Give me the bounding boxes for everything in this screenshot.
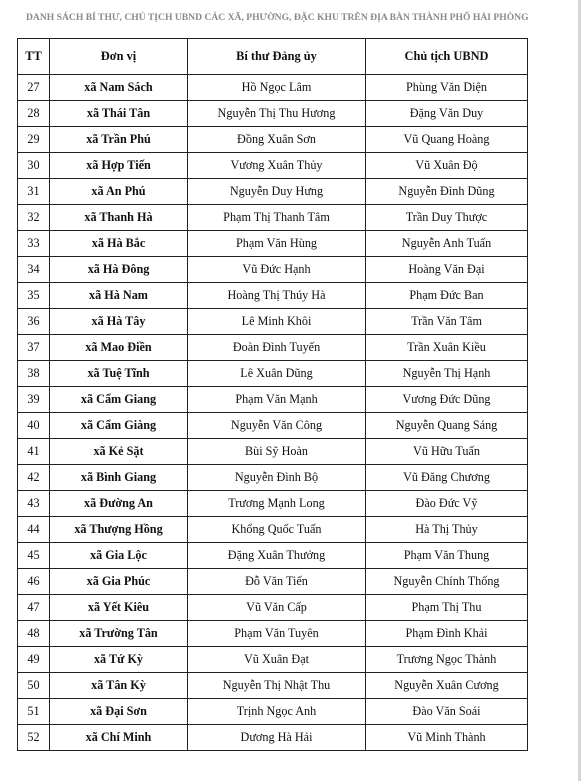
cell-unit: xã Yết Kiêu bbox=[50, 595, 188, 621]
cell-chairman: Đào Đức Vỹ bbox=[366, 491, 528, 517]
cell-tt: 47 bbox=[18, 595, 50, 621]
cell-chairman: Trần Xuân Kiều bbox=[366, 335, 528, 361]
table-row bbox=[18, 647, 528, 673]
cell-chairman: Vương Đức Dũng bbox=[366, 387, 528, 413]
cell-tt: 33 bbox=[18, 231, 50, 257]
cell-chairman: Nguyễn Anh Tuấn bbox=[366, 231, 528, 257]
cell-secretary: Phạm Văn Mạnh bbox=[188, 387, 366, 413]
table-row bbox=[18, 205, 528, 231]
cell-secretary: Nguyễn Thị Thu Hương bbox=[188, 101, 366, 127]
cell-secretary: Đặng Xuân Thưởng bbox=[188, 543, 366, 569]
cell-secretary: Hoàng Thị Thúy Hà bbox=[188, 283, 366, 309]
cell-unit: xã Hà Bắc bbox=[50, 231, 188, 257]
cell-tt: 27 bbox=[18, 75, 50, 101]
table-body bbox=[18, 75, 528, 751]
cell-chairman: Vũ Hữu Tuấn bbox=[366, 439, 528, 465]
cell-tt: 34 bbox=[18, 257, 50, 283]
table-row bbox=[18, 153, 528, 179]
cell-secretary: Bùi Sỹ Hoàn bbox=[188, 439, 366, 465]
cell-secretary: Nguyễn Thị Nhật Thu bbox=[188, 673, 366, 699]
header-secretary: Bí thư Đảng ủy bbox=[188, 39, 366, 75]
cell-tt: 37 bbox=[18, 335, 50, 361]
table-row bbox=[18, 673, 528, 699]
table-row bbox=[18, 309, 528, 335]
cell-chairman: Trần Văn Tâm bbox=[366, 309, 528, 335]
header-tt: TT bbox=[18, 39, 50, 75]
cell-unit: xã Tuệ Tĩnh bbox=[50, 361, 188, 387]
table-row bbox=[18, 101, 528, 127]
cell-chairman: Trương Ngọc Thành bbox=[366, 647, 528, 673]
cell-secretary: Phạm Thị Thanh Tâm bbox=[188, 205, 366, 231]
cell-tt: 38 bbox=[18, 361, 50, 387]
cell-chairman: Nguyễn Xuân Cương bbox=[366, 673, 528, 699]
cell-tt: 29 bbox=[18, 127, 50, 153]
cell-unit: xã Chí Minh bbox=[50, 725, 188, 751]
cell-unit: xã Mao Điền bbox=[50, 335, 188, 361]
table-row bbox=[18, 75, 528, 101]
table-row bbox=[18, 517, 528, 543]
cell-tt: 45 bbox=[18, 543, 50, 569]
cell-secretary: Phạm Văn Hùng bbox=[188, 231, 366, 257]
cell-secretary: Vũ Đức Hạnh bbox=[188, 257, 366, 283]
table-row bbox=[18, 725, 528, 751]
table-row bbox=[18, 335, 528, 361]
cell-secretary: Dương Hà Hải bbox=[188, 725, 366, 751]
cell-chairman: Nguyễn Chính Thống bbox=[366, 569, 528, 595]
table-row bbox=[18, 439, 528, 465]
officials-table bbox=[17, 38, 528, 751]
cell-unit: xã Thái Tân bbox=[50, 101, 188, 127]
cell-unit: xã Cẩm Giang bbox=[50, 387, 188, 413]
cell-tt: 36 bbox=[18, 309, 50, 335]
cell-tt: 31 bbox=[18, 179, 50, 205]
cell-secretary: Vũ Văn Cấp bbox=[188, 595, 366, 621]
cell-unit: xã Thanh Hà bbox=[50, 205, 188, 231]
cell-tt: 30 bbox=[18, 153, 50, 179]
table-row bbox=[18, 569, 528, 595]
cell-tt: 48 bbox=[18, 621, 50, 647]
cell-secretary: Đồng Xuân Sơn bbox=[188, 127, 366, 153]
table-row bbox=[18, 231, 528, 257]
cell-chairman: Nguyễn Thị Hạnh bbox=[366, 361, 528, 387]
cell-unit: xã Hà Tây bbox=[50, 309, 188, 335]
cell-secretary: Khổng Quốc Tuấn bbox=[188, 517, 366, 543]
cell-tt: 39 bbox=[18, 387, 50, 413]
cell-chairman: Phạm Thị Thu bbox=[366, 595, 528, 621]
cell-unit: xã Thượng Hồng bbox=[50, 517, 188, 543]
table-header-row bbox=[18, 39, 528, 75]
cell-chairman: Phùng Văn Diện bbox=[366, 75, 528, 101]
cell-chairman: Phạm Đức Ban bbox=[366, 283, 528, 309]
cell-secretary: Hồ Ngọc Lâm bbox=[188, 75, 366, 101]
table-row bbox=[18, 491, 528, 517]
cell-tt: 50 bbox=[18, 673, 50, 699]
cell-unit: xã Đường An bbox=[50, 491, 188, 517]
cell-secretary: Lê Minh Khôi bbox=[188, 309, 366, 335]
cell-unit: xã Bình Giang bbox=[50, 465, 188, 491]
cell-unit: xã Cẩm Giàng bbox=[50, 413, 188, 439]
table-row bbox=[18, 413, 528, 439]
cell-tt: 44 bbox=[18, 517, 50, 543]
cell-secretary: Vương Xuân Thủy bbox=[188, 153, 366, 179]
table-row bbox=[18, 257, 528, 283]
cell-tt: 40 bbox=[18, 413, 50, 439]
cell-unit: xã Nam Sách bbox=[50, 75, 188, 101]
cell-secretary: Trương Mạnh Long bbox=[188, 491, 366, 517]
cell-unit: xã Gia Phúc bbox=[50, 569, 188, 595]
cell-chairman: Vũ Minh Thành bbox=[366, 725, 528, 751]
cell-chairman: Nguyễn Đình Dũng bbox=[366, 179, 528, 205]
cell-chairman: Đào Văn Soái bbox=[366, 699, 528, 725]
table-row bbox=[18, 127, 528, 153]
table-row bbox=[18, 465, 528, 491]
table-row bbox=[18, 595, 528, 621]
cell-chairman: Đặng Văn Duy bbox=[366, 101, 528, 127]
cell-chairman: Nguyễn Quang Sáng bbox=[366, 413, 528, 439]
cell-chairman: Phạm Đình Khải bbox=[366, 621, 528, 647]
cell-unit: xã Hợp Tiến bbox=[50, 153, 188, 179]
cell-unit: xã Hà Đông bbox=[50, 257, 188, 283]
document-title: DANH SÁCH BÍ THƯ, CHỦ TỊCH UBND CÁC XÃ, PHƯỜNG, ĐẶC KHU TRÊN ĐỊA BÀN THÀNH PHỐ HẢI PHÒNG bbox=[26, 12, 529, 23]
cell-tt: 35 bbox=[18, 283, 50, 309]
table-row bbox=[18, 179, 528, 205]
cell-unit: xã Trường Tân bbox=[50, 621, 188, 647]
cell-tt: 52 bbox=[18, 725, 50, 751]
cell-secretary: Đoàn Đình Tuyến bbox=[188, 335, 366, 361]
cell-unit: xã Hà Nam bbox=[50, 283, 188, 309]
cell-chairman: Vũ Đăng Chương bbox=[366, 465, 528, 491]
cell-tt: 43 bbox=[18, 491, 50, 517]
header-unit: Đơn vị bbox=[50, 39, 188, 75]
cell-chairman: Hà Thị Thủy bbox=[366, 517, 528, 543]
table-row bbox=[18, 621, 528, 647]
cell-tt: 28 bbox=[18, 101, 50, 127]
table-row bbox=[18, 699, 528, 725]
cell-chairman: Trần Duy Thược bbox=[366, 205, 528, 231]
cell-secretary: Lê Xuân Dũng bbox=[188, 361, 366, 387]
header-chairman: Chủ tịch UBND bbox=[366, 39, 528, 75]
cell-secretary: Nguyễn Đình Bộ bbox=[188, 465, 366, 491]
cell-tt: 42 bbox=[18, 465, 50, 491]
table-row bbox=[18, 543, 528, 569]
cell-tt: 49 bbox=[18, 647, 50, 673]
cell-chairman: Phạm Văn Thung bbox=[366, 543, 528, 569]
cell-unit: xã Tứ Kỳ bbox=[50, 647, 188, 673]
table-row bbox=[18, 283, 528, 309]
cell-unit: xã Đại Sơn bbox=[50, 699, 188, 725]
cell-secretary: Vũ Xuân Đạt bbox=[188, 647, 366, 673]
cell-secretary: Phạm Văn Tuyên bbox=[188, 621, 366, 647]
cell-unit: xã Trần Phú bbox=[50, 127, 188, 153]
cell-unit: xã An Phú bbox=[50, 179, 188, 205]
cell-secretary: Trịnh Ngọc Anh bbox=[188, 699, 366, 725]
cell-tt: 32 bbox=[18, 205, 50, 231]
cell-secretary: Nguyễn Duy Hưng bbox=[188, 179, 366, 205]
table-row bbox=[18, 387, 528, 413]
table-row bbox=[18, 361, 528, 387]
cell-secretary: Đỗ Văn Tiến bbox=[188, 569, 366, 595]
cell-tt: 41 bbox=[18, 439, 50, 465]
cell-tt: 46 bbox=[18, 569, 50, 595]
cell-unit: xã Kẻ Sặt bbox=[50, 439, 188, 465]
cell-secretary: Nguyễn Văn Công bbox=[188, 413, 366, 439]
cell-unit: xã Tân Kỳ bbox=[50, 673, 188, 699]
cell-chairman: Hoàng Văn Đại bbox=[366, 257, 528, 283]
cell-chairman: Vũ Xuân Độ bbox=[366, 153, 528, 179]
cell-unit: xã Gia Lộc bbox=[50, 543, 188, 569]
cell-tt: 51 bbox=[18, 699, 50, 725]
cell-chairman: Vũ Quang Hoàng bbox=[366, 127, 528, 153]
